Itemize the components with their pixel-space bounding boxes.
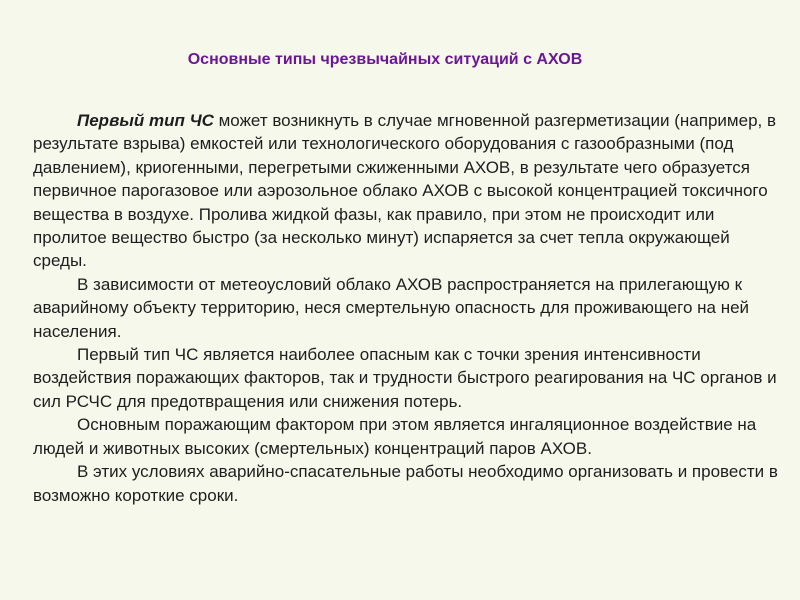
paragraph-1 bbox=[33, 109, 778, 273]
paragraph-1-text: может возникнуть в случае мгновенной разгерметизации (например, в результате взрыва) емкостей или технологического оборудования с газообразными (под давлением), криогенными, перегретыми сжиженными АХОВ, в результате чего образуется первичное парогазовое или аэрозольное облако АХОВ с высокой концентрацией токсичного вещества в воздухе. Пролива жидкой фазы, как правило, при этом не происходит или пролитое вещество быстро (за несколько минут) испаряется за счет тепла окружающей среды. bbox=[33, 111, 776, 271]
paragraph-3: Первый тип ЧС является наиболее опасным как с точки зрения интенсивности воздействия поражающих факторов, так и трудности быстрого реагирования на ЧС органов и сил РСЧС для предотвращения или снижения потерь. bbox=[33, 345, 777, 411]
paragraph-5: В этих условиях аварийно-спасательные работы необходимо организовать и провести в возможно короткие сроки. bbox=[33, 462, 778, 505]
paragraph-2: В зависимости от метеоусловий облако АХОВ распространяется на прилегающую к аварийному объекту территорию, неся смертельную опасность для проживающего на ней населения. bbox=[33, 274, 750, 341]
paragraph-4: Основным поражающим фактором при этом является ингаляционное воздействие на людей и животных высоких (смертельных) концентраций паров АХОВ. bbox=[33, 415, 757, 458]
paragraph-1-lead: Первый тип ЧС bbox=[77, 111, 214, 130]
slide-title: Основные типы чрезвычайных ситуаций с АХОВ bbox=[187, 51, 583, 68]
slide-body bbox=[33, 109, 778, 507]
